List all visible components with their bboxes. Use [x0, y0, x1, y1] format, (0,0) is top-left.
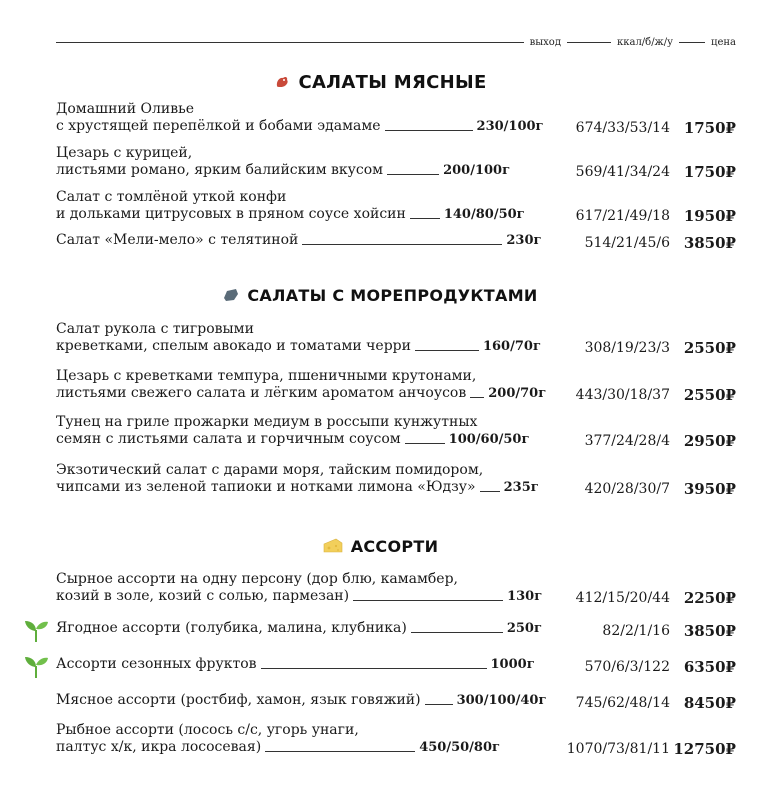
item-yield: 235г	[503, 480, 539, 495]
item-kcal: 569/41/34/24	[575, 164, 670, 180]
item-price: 1950₽	[683, 207, 736, 225]
item-description: Ассорти сезонных фруктов	[56, 656, 257, 672]
cheese-icon	[323, 538, 343, 554]
header-divider	[56, 42, 524, 43]
item-price: 3850₽	[683, 622, 736, 640]
leader-line	[302, 244, 502, 245]
item-kcal: 514/21/45/6	[584, 235, 670, 251]
header-kcal: ккал/б/ж/у	[616, 36, 674, 48]
item-name-line: Тунец на гриле прожарки медиум в россыпи кунжутных	[56, 414, 478, 430]
leader-line	[415, 350, 479, 351]
header-divider	[679, 42, 705, 43]
item-price: 6350₽	[683, 658, 736, 676]
menu-item	[56, 232, 736, 252]
item-yield: 200/70г	[488, 386, 547, 401]
item-kcal: 412/15/20/44	[575, 590, 670, 606]
item-description: и дольками цитрусовых в пряном соусе хойсин	[56, 206, 406, 222]
leader-line	[385, 130, 473, 131]
menu-item	[56, 656, 736, 676]
leader-line	[405, 443, 445, 444]
leader-line	[470, 397, 484, 398]
item-description: семян с листьями салата и горчичным соусом	[56, 431, 401, 447]
menu-item	[56, 368, 736, 404]
vegan-leaf-icon	[22, 652, 50, 684]
item-kcal: 1070/73/81/11	[566, 741, 670, 757]
item-kcal: 420/28/30/7	[584, 481, 670, 497]
item-description: палтус х/к, икра лососевая)	[56, 739, 262, 755]
leader-line	[425, 704, 453, 705]
menu-item	[56, 101, 736, 137]
item-description: с хрустящей перепёлкой и бобами эдамаме	[56, 118, 381, 134]
item-name-line: Цезарь с креветками темпура, пшеничными крутонами,	[56, 368, 477, 384]
item-description: чипсами из зеленой тапиоки и нотками лимона «Юдзу»	[56, 479, 476, 495]
item-price: 3850₽	[683, 234, 736, 252]
item-kcal: 570/6/3/122	[584, 659, 670, 675]
leader-line	[410, 218, 440, 219]
vegan-leaf-icon	[22, 616, 50, 648]
item-yield: 100/60/50г	[448, 432, 530, 447]
menu-item	[56, 189, 736, 225]
item-price: 2950₽	[683, 432, 736, 450]
item-description: листьями свежего салата и лёгким ароматом анчоусов	[56, 385, 467, 401]
leader-line	[265, 751, 415, 752]
item-name-line: Экзотический салат с дарами моря, тайским помидором,	[56, 462, 484, 478]
item-yield: 250г	[506, 621, 542, 636]
item-price: 2550₽	[683, 339, 736, 357]
menu-item	[56, 145, 736, 181]
menu-item	[56, 692, 736, 712]
item-name-line: Салат рукола с тигровыми	[56, 321, 254, 337]
item-kcal: 745/62/48/14	[575, 695, 670, 711]
item-name-line: Домашний Оливье	[56, 101, 194, 117]
item-yield: 160/70г	[482, 339, 541, 354]
item-kcal: 308/19/23/3	[584, 340, 670, 356]
menu-item	[56, 620, 736, 640]
item-name-line: Сырное ассорти на одну персону (дор блю, камамбер,	[56, 571, 459, 587]
menu-item	[56, 321, 736, 357]
item-price: 2550₽	[683, 386, 736, 404]
item-yield: 200/100г	[443, 163, 511, 178]
item-description: Ягодное ассорти (голубика, малина, клубника)	[56, 620, 407, 636]
menu-item	[56, 722, 736, 758]
section-title-seafood-salads: САЛАТЫ С МОРЕПРОДУКТАМИ	[0, 284, 761, 306]
item-price: 8450₽	[683, 694, 736, 712]
section-title-assorti: АССОРТИ	[0, 535, 761, 557]
item-yield: 130г	[507, 589, 543, 604]
column-header-row	[56, 34, 736, 50]
item-description: креветками, спелым авокадо и томатами черри	[56, 338, 411, 354]
menu-item	[56, 571, 736, 607]
item-kcal: 377/24/28/4	[584, 433, 670, 449]
item-description: листьями романо, ярким балийским вкусом	[56, 162, 384, 178]
leader-line	[353, 600, 503, 601]
item-name-line: Салат с томлёной уткой конфи	[56, 189, 287, 205]
header-divider	[567, 42, 611, 43]
leader-line	[411, 632, 503, 633]
item-description: Мясное ассорти (ростбиф, хамон, язык говяжий)	[56, 692, 421, 708]
leader-line	[261, 668, 487, 669]
item-name-line: Рыбное ассорти (лосось с/с, угорь унаги,	[56, 722, 359, 738]
bird-icon	[274, 74, 290, 90]
header-yield: выход	[529, 36, 561, 48]
item-kcal: 82/2/1/16	[602, 623, 670, 639]
item-yield: 300/100/40г	[456, 693, 547, 708]
item-price: 2250₽	[683, 589, 736, 607]
item-description: козий в золе, козий с солью, пармезан)	[56, 588, 350, 604]
item-kcal: 617/21/49/18	[575, 208, 670, 224]
item-yield: 450/50/80г	[419, 740, 500, 755]
fish-icon	[223, 288, 239, 302]
menu-item	[56, 414, 736, 450]
section-title-meat-salads: САЛАТЫ МЯСНЫЕ	[0, 70, 761, 94]
leader-line	[480, 491, 500, 492]
item-yield: 1000г	[490, 657, 535, 672]
item-price: 12750₽	[673, 740, 736, 758]
item-yield: 230г	[506, 233, 542, 248]
leader-line	[387, 174, 439, 175]
item-price: 1750₽	[683, 119, 736, 137]
item-price: 3950₽	[683, 480, 736, 498]
item-name-line: Цезарь с курицей,	[56, 145, 193, 161]
header-price: цена	[711, 36, 736, 48]
item-price: 1750₽	[683, 163, 736, 181]
item-kcal: 674/33/53/14	[575, 120, 670, 136]
menu-item	[56, 462, 736, 498]
item-yield: 230/100г	[476, 119, 544, 134]
item-yield: 140/80/50г	[443, 207, 525, 222]
item-description: Салат «Мели-мело» с телятиной	[56, 232, 299, 248]
item-kcal: 443/30/18/37	[575, 387, 670, 403]
